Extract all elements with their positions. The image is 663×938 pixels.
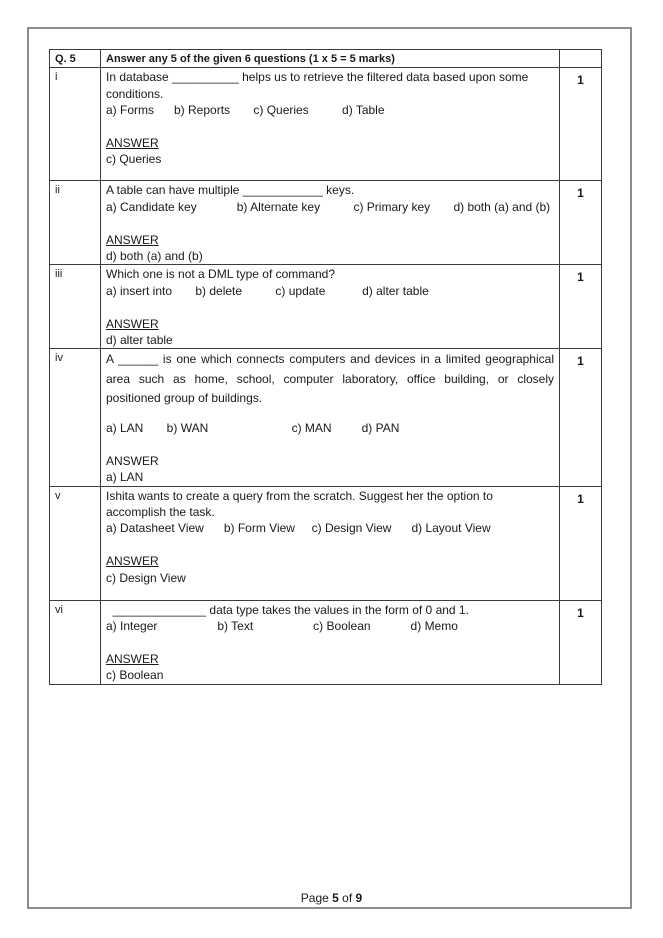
question-text: Ishita wants to create a query from the scratch. Suggest her the option to [106,488,493,503]
question-text: Which one is not a DML type of command? [106,267,335,282]
question-text: In database __________ helps us to retrieve the filtered data based upon some [106,70,529,85]
answer-label: ANSWER [106,316,159,331]
question-row [50,265,602,349]
answer-label: ANSWER [106,136,159,151]
marks: 1 [560,600,602,684]
options: a) Forms b) Reports c) Queries d) Table [106,103,385,118]
question-row [50,68,602,181]
question-text: A ______ is one which connects computers and devices in a limited geographical [106,352,554,367]
question-body [101,181,560,265]
footer-prefix: Page [300,891,333,905]
question-body [101,600,560,684]
question-number: v [50,486,101,600]
answer: c) Queries [106,152,162,167]
question-table [49,49,602,685]
options: a) Integer b) Text c) Boolean d) Memo [106,618,458,633]
current-page: 5 [332,891,339,905]
total-pages: 9 [355,891,363,905]
answer-label: ANSWER [106,554,159,569]
question-row [50,349,602,486]
answer-label: ANSWER [106,232,159,247]
question-text: area such as home, school, computer laboratory, office building, or closely [106,371,554,386]
question-number: iii [50,265,101,349]
question-text: A table can have multiple ____________ keys. [106,183,355,198]
footer-middle: of [338,891,356,905]
options: a) insert into b) delete c) update d) alter table [106,283,429,298]
question-text: conditions. [106,86,164,101]
options: a) Candidate key b) Alternate key c) Primary key d) both (a) and (b) [106,199,551,214]
question-body [101,68,560,181]
answer: d) both (a) and (b) [106,249,203,264]
question-body [101,349,560,486]
question-number: vi [50,600,101,684]
question-text: accomplish the task. [106,504,215,519]
options: a) Datasheet View b) Form View c) Design View d) Layout View [106,521,491,536]
marks: 1 [560,68,602,181]
answer: a) LAN [106,470,144,485]
options: a) LAN b) WAN c) MAN d) PAN [106,420,400,435]
question-number: i [50,68,101,181]
instruction-header: Answer any 5 of the given 6 questions (1 x 5 = 5 marks) [101,50,560,68]
answer-label: ANSWER [106,453,159,468]
question-row [50,600,602,684]
page-footer [0,891,663,905]
marks: 1 [560,265,602,349]
answer: c) Boolean [106,668,164,683]
question-number: ii [50,181,101,265]
question-number-header: Q. 5 [50,50,101,68]
question-row [50,181,602,265]
marks: 1 [560,486,602,600]
table-header-row [50,50,602,68]
marks: 1 [560,181,602,265]
marks: 1 [560,349,602,486]
question-text: ______________ data type takes the values in the form of 0 and 1. [106,602,469,617]
question-body [101,486,560,600]
answer: c) Design View [106,570,186,585]
question-row [50,486,602,600]
answer: d) alter table [106,333,173,348]
marks-header [560,50,602,68]
answer-label: ANSWER [106,651,159,666]
question-number: iv [50,349,101,486]
question-body [101,265,560,349]
question-text: positioned group of buildings. [106,391,263,406]
